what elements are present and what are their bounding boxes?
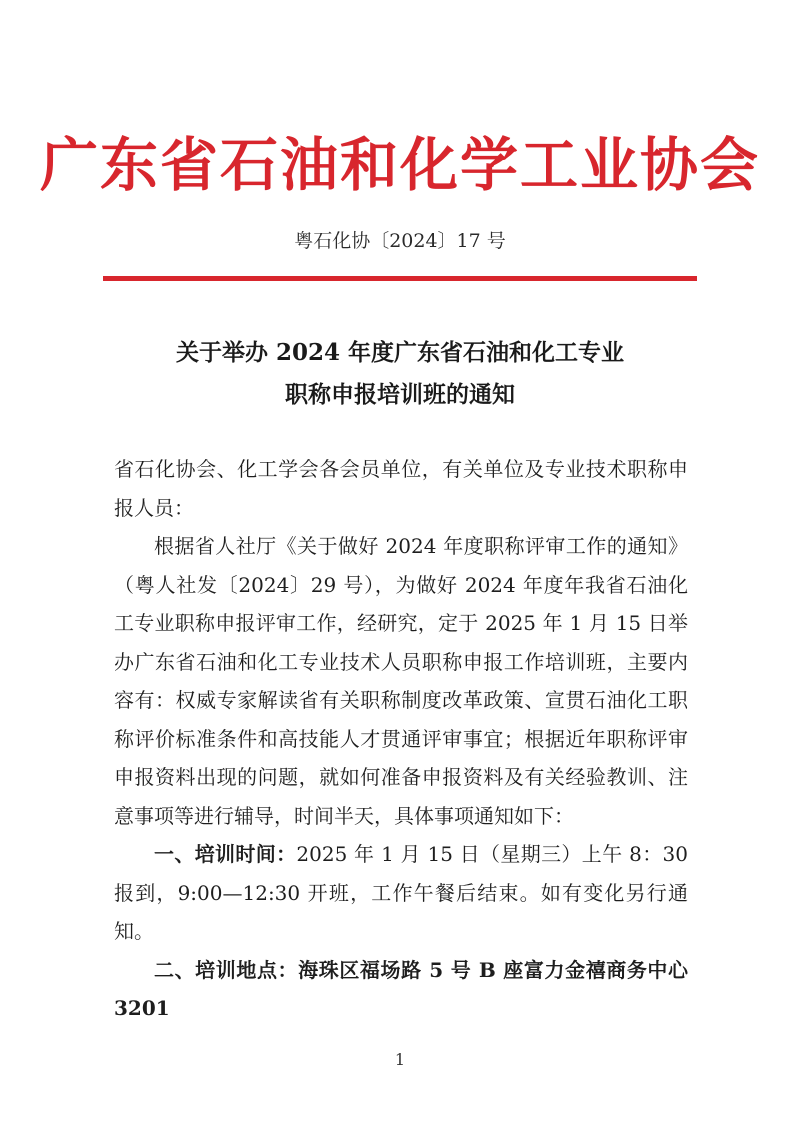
salutation: 省石化协会、化工学会各会员单位，有关单位及专业技术职称申报人员： bbox=[114, 457, 688, 520]
body-paragraph-1: 根据省人社厅《关于做好 2024 年度职称评审工作的通知》（粤人社发〔2024〕29 号），为做好 2024 年度年我省石油化工专业职称申报评审工作，经研究，定于 2025 年 1 月 15 日举办广东省石油和化工专业技术人员职称申报工作培训班，主要内容有：权威专家解读省有关职称制度改革政策、宣贯石油化工职称评价标准条件和高技能人才贯通评审事宜；根据近年职称评审申报资料出现的问题，就如何准备申报资料及有关经验教训、注意事项等进行辅导，时间半天，具体事项通知如下： bbox=[114, 534, 688, 828]
notice-body bbox=[114, 450, 688, 1028]
notice-title-line-2: 职称申报培训班的通知 bbox=[285, 381, 515, 408]
notice-title bbox=[0, 332, 800, 416]
item-training-time bbox=[114, 835, 688, 951]
item-training-time-label: 一、培训时间： bbox=[154, 842, 297, 866]
notice-title-line-1: 关于举办 2024 年度广东省石油和化工专业 bbox=[175, 339, 625, 366]
organization-letterhead: 广东省石油和化学工业协会 bbox=[39, 131, 760, 199]
item-training-location-label: 二、培训地点： bbox=[154, 957, 299, 982]
document-number: 粤石化协〔2024〕17 号 bbox=[294, 230, 506, 252]
item-training-location bbox=[114, 951, 688, 1028]
red-divider-line bbox=[103, 276, 697, 281]
item-training-location-text: 海珠区福场路 5 号 B 座富力金禧商务中心 3201 bbox=[114, 957, 689, 1020]
page-number: 1 bbox=[394, 1050, 406, 1069]
item-training-time-text: 2025 年 1 月 15 日（星期三）上午 8：30 报到，9:00—12:30 开班，工作午餐后结束。如有变化另行通知。 bbox=[114, 842, 689, 943]
